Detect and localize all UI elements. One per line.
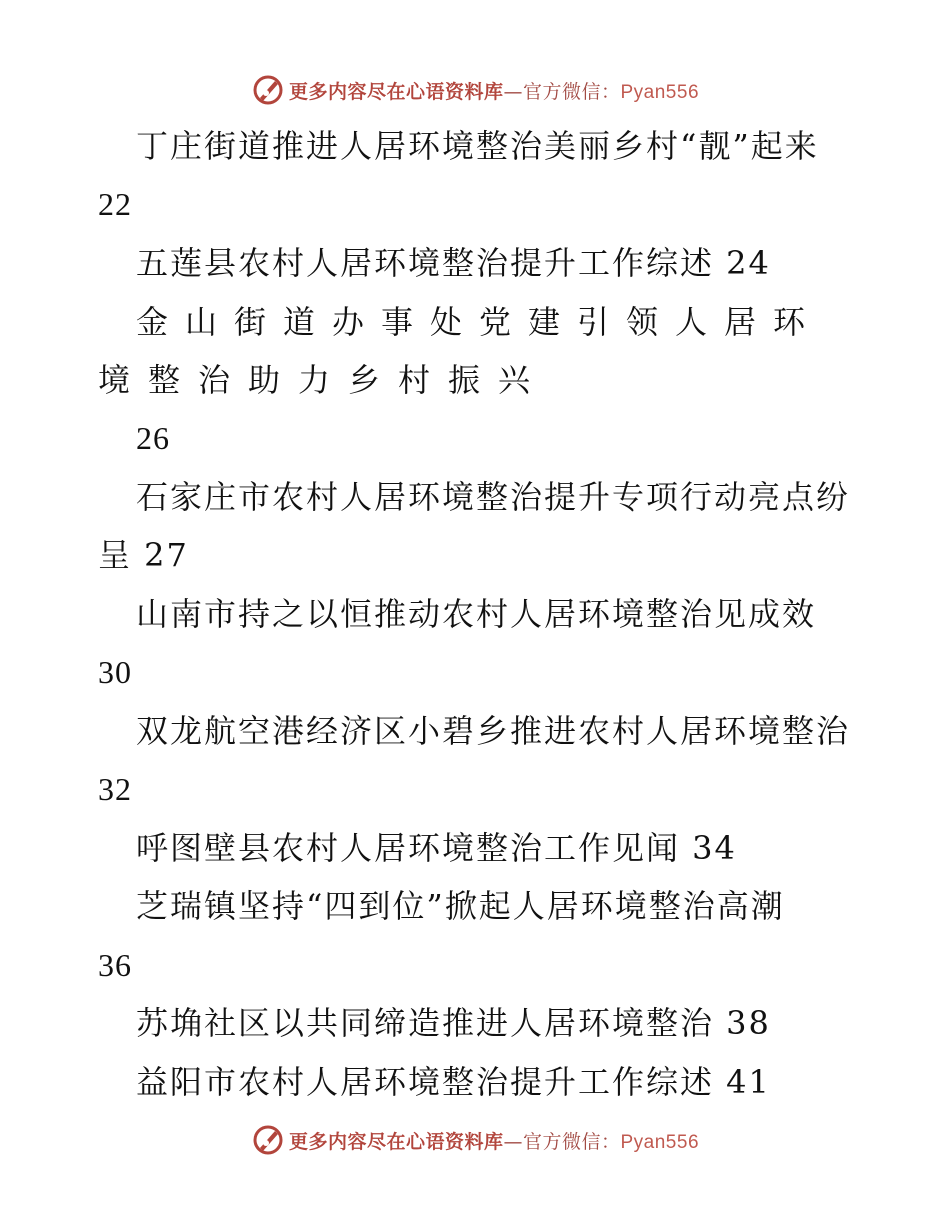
toc-entry-8-line-1: 芝瑞镇坚持“四到位”掀起人居环境整治高潮 (136, 887, 785, 925)
watermark-separator: — (503, 80, 523, 103)
pen-logo-icon (251, 73, 285, 107)
toc-entry-6-page: 32 (98, 771, 132, 807)
toc-entry-5-line-1: 山南市持之以恒推动农村人居环境整治见成效 (136, 595, 817, 633)
toc-entry-8-page: 36 (98, 947, 132, 983)
toc-entry-3-line-1: 金山街道办事处党建引领人居环 (136, 303, 823, 341)
toc-entry-6-line-1: 双龙航空港经济区小碧乡推进农村人居环境整治 (136, 712, 851, 750)
watermark-text: 更多内容尽在心语资料库 (288, 1130, 504, 1153)
watermark-text: 更多内容尽在心语资料库 (288, 80, 504, 103)
toc-entry-1-line-1: 丁庄街道推进人居环境整治美丽乡村“靓”起来 (136, 127, 819, 165)
toc-entry-5-page: 30 (98, 654, 132, 690)
toc-entry-4-line-2: 呈 27 (98, 536, 189, 574)
watermark-separator: — (503, 1130, 523, 1153)
toc-entry-9-line-1: 苏埆社区以共同缔造推进人居环境整治 38 (136, 1004, 771, 1042)
toc-entry-3-line-2: 境整治助力乡村振兴 (98, 361, 549, 399)
toc-entry-4-line-1: 石家庄市农村人居环境整治提升专项行动亮点纷 (136, 478, 851, 516)
toc-entry-10-line-1: 益阳市农村人居环境整治提升工作综述 41 (136, 1063, 771, 1101)
footer-watermark (0, 1120, 950, 1160)
watermark-official: 官方微信： (522, 80, 621, 103)
watermark-wechat-id: Pyan556 (620, 81, 700, 103)
watermark-wechat-id: Pyan556 (620, 1131, 700, 1153)
toc-entry-1-page: 22 (98, 186, 132, 222)
header-watermark (0, 70, 950, 110)
toc-entry-2-line-1: 五莲县农村人居环境整治提升工作综述 24 (136, 244, 771, 282)
pen-logo-icon (251, 1123, 285, 1157)
toc-entry-7-line-1: 呼图壁县农村人居环境整治工作见闻 34 (136, 829, 737, 867)
watermark-official: 官方微信： (522, 1130, 621, 1153)
toc-entry-3-page: 26 (136, 420, 170, 456)
